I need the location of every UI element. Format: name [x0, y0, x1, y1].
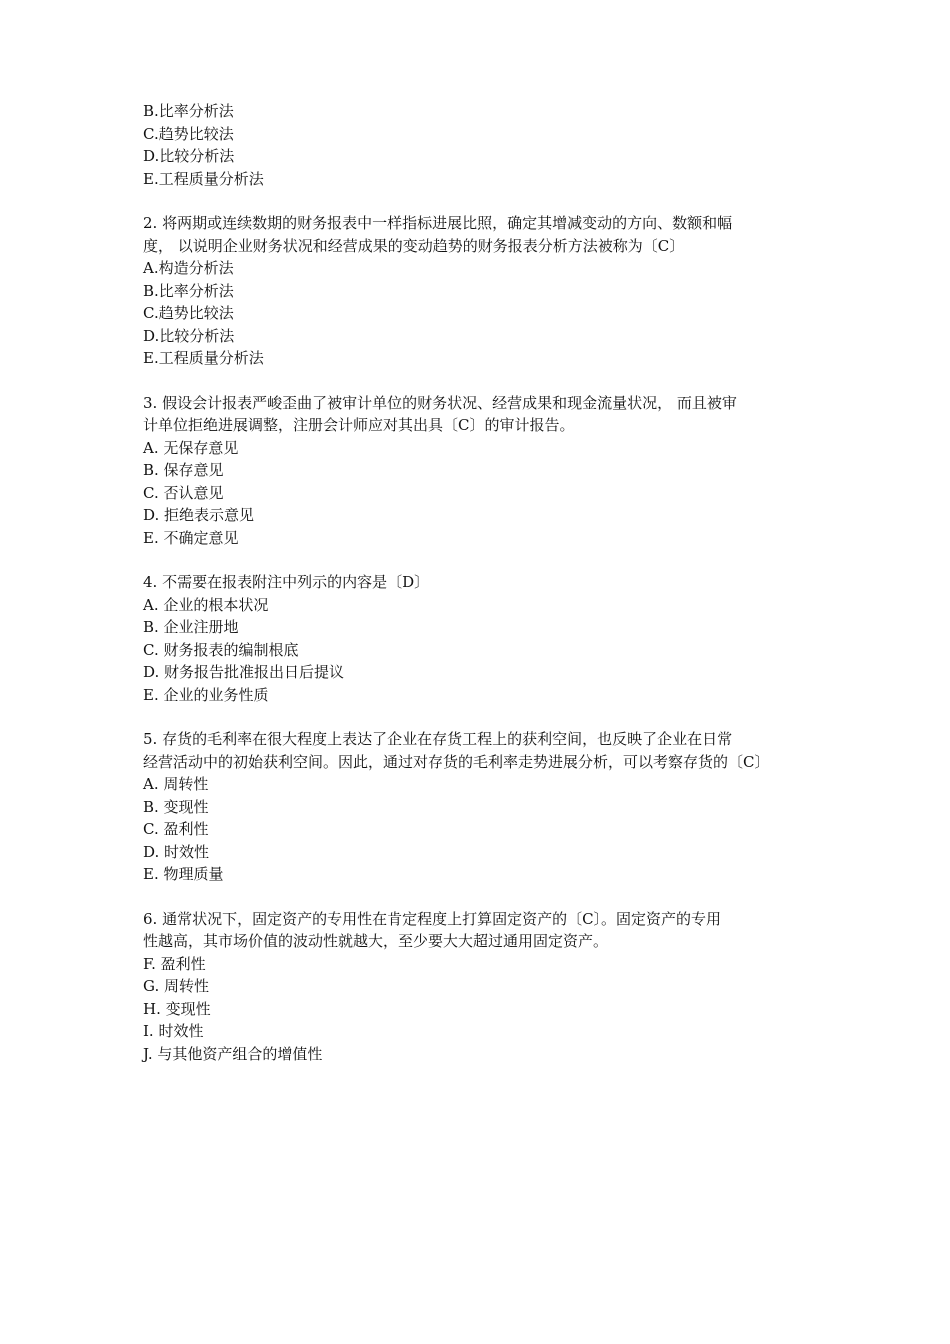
question-stem: 性越高，其市场价值的波动性就越大，至少要大大超过通用固定资产。	[143, 932, 609, 950]
spacer	[143, 190, 813, 212]
option-line: C. 否认意见	[143, 483, 224, 502]
option-line: D. 拒绝表示意见	[143, 506, 255, 524]
option-line: A. 无保存意见	[143, 438, 239, 457]
option-line: B. 变现性	[143, 797, 209, 816]
option-line: E.工程质量分析法	[143, 169, 264, 188]
option-line: D. 财务报告批准报出日后提议	[143, 663, 345, 681]
option-line: F. 盈利性	[143, 954, 206, 973]
continued-options	[143, 100, 813, 190]
document-page	[143, 100, 813, 1065]
option-line: G. 周转性	[143, 977, 209, 995]
option-line: A. 周转性	[143, 775, 209, 793]
option-line: E. 不确定意见	[143, 528, 239, 547]
option-line: E. 企业的业务性质	[143, 685, 269, 704]
question-stem: 度， 以说明企业财务状况和经营成果的变动趋势的财务报表分析方法被称为〔C〕	[143, 236, 685, 255]
question-stem: 经营活动中的初始获利空间。因此，通过对存货的毛利率走势进展分析，可以考察存货的〔C〕	[143, 752, 770, 771]
option-line: I. 时效性	[143, 1022, 204, 1040]
option-line: C. 财务报表的编制根底	[143, 640, 299, 659]
question-block	[143, 212, 813, 370]
option-line: A.构造分析法	[143, 259, 234, 277]
question-block	[143, 908, 813, 1066]
option-line: B.比率分析法	[143, 102, 234, 120]
question-stem: 3. 假设会计报表严峻歪曲了被审计单位的财务状况、经营成果和现金流量状况， 而且被审	[143, 393, 737, 412]
option-line: J. 与其他资产组合的增值性	[143, 1044, 323, 1063]
question-stem: 2. 将两期或连续数期的财务报表中一样指标进展比照，确定其增减变动的方向、数额和幅	[143, 214, 733, 232]
option-line: H. 变现性	[143, 999, 211, 1018]
question-stem: 5. 存货的毛利率在很大程度上表达了企业在存货工程上的获利空间，也反映了企业在日常	[143, 730, 733, 748]
spacer	[143, 706, 813, 728]
option-line: B.比率分析法	[143, 281, 234, 300]
option-line: C.趋势比较法	[143, 304, 234, 322]
spacer	[143, 549, 813, 571]
question-stem: 6. 通常状况下，固定资产的专用性在肯定程度上打算固定资产的〔C〕。固定资产的专用	[143, 909, 722, 928]
option-line: E.工程质量分析法	[143, 349, 264, 367]
question-stem: 计单位拒绝进展调整，注册会计师应对其出具〔C〕的审计报告。	[143, 416, 575, 434]
option-line: C. 盈利性	[143, 820, 209, 838]
question-block	[143, 728, 813, 886]
spacer	[143, 370, 813, 392]
option-line: C.趋势比较法	[143, 124, 234, 143]
option-line: D.比较分析法	[143, 147, 235, 165]
question-block	[143, 571, 813, 706]
question-stem: 4. 不需要在报表附注中列示的内容是〔D〕	[143, 573, 430, 591]
option-line: D. 时效性	[143, 842, 210, 861]
option-line: B. 保存意见	[143, 461, 224, 479]
question-block	[143, 392, 813, 550]
option-line: D.比较分析法	[143, 326, 235, 345]
option-line: B. 企业注册地	[143, 618, 239, 636]
option-line: A. 企业的根本状况	[143, 595, 269, 614]
spacer	[143, 886, 813, 908]
option-line: E. 物理质量	[143, 865, 224, 883]
